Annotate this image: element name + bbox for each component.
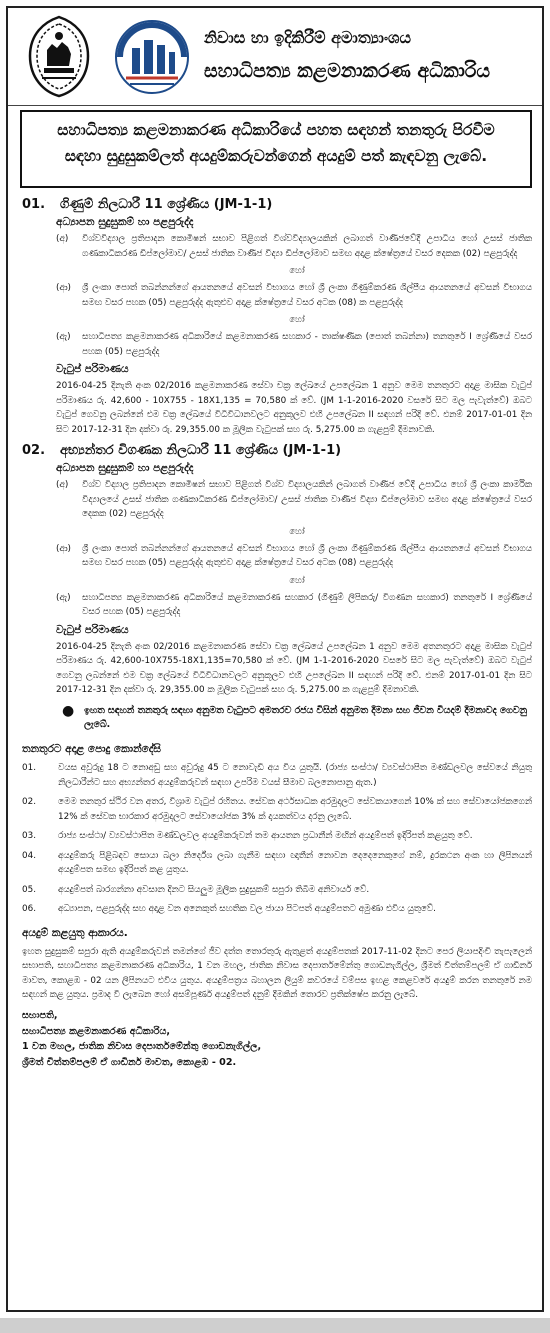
condition-text: අධ්‍යාපන, පළපුරුද්ද සහ අදාළ වන අනෙකුත් සහතික වල ජායා පිටපත් අයදුම්පතට අමුණා එවිය යුතුවේ. (58, 904, 436, 915)
bullet-icon: ● (62, 702, 75, 719)
item-text: ශ්‍රී ලංකා පොත් තබන්නන්ගේ ආයතනයේ අවසන් විභාගය හෝ ශ්‍රී ලංකා ගිණුම්කරණ ශිල්පීය ආයතනයේ අවසන් විභාගය සමඟ වසර පහක (05) පළපුරුද්ද ඇතුළුව අදාළ ක්ෂේත්‍රයේ වසර අටක (08) ක පළපුරුද්ද (82, 283, 532, 308)
item-label: (ඇ) (56, 332, 71, 342)
allowance-note-text: ඉහත සඳහන් තනතුරු සඳහා අනුමත වැටුපට අමතරව රජය විසින් අනුමත දීමනා සහ ජීවන වියදම් දීමනාවද ගෙවනු ලැබේ. (84, 704, 528, 731)
signature-block (22, 1008, 532, 1071)
item-label: (ආ) (56, 283, 71, 293)
condition-text: අයදුම්පත් බාරගන්නා අවසාන දිනට සියලුම මූලික සුදුසුකම් සපුරා තිබීම අනිවාර්ය වේ. (58, 884, 370, 895)
post-number: 02. (22, 443, 46, 458)
national-emblem-icon (24, 14, 94, 100)
authority-name: සහාධිපත්‍ය කළමනාකරණ අධිකාරිය (204, 60, 491, 82)
condition-number: 06. (22, 904, 36, 915)
allowance-note (62, 704, 532, 734)
qualification-item (56, 281, 532, 310)
post-name: අභ්‍යන්තර විගණක නිලධාරී 11 ශ්‍රේණිය (JM-1-1) (60, 443, 342, 458)
qualification-item (56, 232, 532, 261)
item-label: (අ) (56, 234, 69, 244)
condition-item (22, 761, 532, 790)
qualification-item (56, 591, 532, 620)
condition-text: මෙම තනතුර ස්ථිර වන අතර, විශ්‍රාම වැටුප් රහිතය. සේවක අර්ථසාධක අරමුදලට සේවකයාගෙන් 10% ක් සහ සේවායෝජකගෙන් 12% ක් සේවක භාරකාර අරමුදලට සේවායෝජක 3% ක් දායකත්වය දරනු ලැබේ. (58, 797, 532, 822)
item-text: විශ්ව විද්‍යාල ප්‍රතිපාදන කොමිෂන් සභාව පිළිගත් විශ්ව විද්‍යාලයකින් ලබාගත් වාණිජ වේදී උපාධිය හෝ ශ්‍රී ලංකා කාර්මික විද්‍යාලයේ උසස් ජාතික ගණකාධිකරණ ඩිප්ලෝමාව/ උසස් ජාතික වාණිජ විද්‍යා ඩිප්ලෝමාව සමඟ අදාළ ක්ෂේත්‍රයේ වසර දෙකක (02) පළපුරුද්ද (82, 480, 532, 519)
or-separator: හෝ (289, 266, 305, 276)
item-label: (ඇ) (56, 592, 71, 603)
post-name: ගිණුම් නිලධාරී 11 ශ්‍රේණිය (JM-1-1) (60, 197, 273, 212)
salary-heading: වැටුප් පරිමාණය (56, 623, 129, 636)
condition-text: වයස අවුරුදු 18 ට නොඅඩු සහ අවුරුදු 45 ට නොවැඩි අය විය යුතුයි. (රාජ්‍ය සංස්ථා/ ව්‍යවස්ථාපිත මණ්ඩලවල සේවයේ නියුතු නිලධාරීන්ට සහ අභ්‍යන්තර අයදුම්කරුවන් සඳහා උපරිම වයස් සීමාව බලනොපානු ඇත.) (58, 763, 532, 788)
headline-line-2: සඳහා සුදුසුකම්ලත් අයදුම්කරුවන්ගෙන් අයදුම් පත් කැඳවනු ලැබේ. (64, 146, 488, 165)
item-label: (ආ) (56, 543, 71, 554)
ministry-name: නිවාස හා ඉදිකිරීම් අමාත්‍යාංශය (204, 28, 411, 47)
qualification-item (56, 330, 532, 359)
condition-item (22, 829, 532, 844)
item-text: සහාධිපත්‍ය කළමනාකරණ අධිකාරියේ කළමනාකරණ සහකාර - තාක්ෂණික (පොත් තබන්නා) තනතුරේ I ශ්‍රේණියේ වසර පහක (05) පළපුරුද්ද (82, 332, 532, 357)
condition-number: 01. (22, 763, 36, 774)
item-label: (අ) (56, 480, 69, 490)
signature-line: සහාධිපත්‍ය කළමනාකරණ අධිකාරිය, (22, 1025, 171, 1037)
salary-text: 2016-04-25 දිනැති අංක 02/2016 කළමනාකරණ සේවා චක්‍ර ලේඛයේ උපලේඛන 1 අනුව මෙම අතනතුරට අදාළ මාසික වැටුප් පරිමාණය රු. 42,600-10X755-18X1,135=70,580 ක් වේ. (JM 1-1-2016-2020 වසරේ සිට මල පැවැත්වේ) ඔබට වැටුප් ගෙවනු ලබන්නේ එම චක්‍ර ලේඛයේ විධිවිධානවලට අනුකූලව එහි උපලේඛන II සඳහන් පරිදි වේ. එනම් 2017-01-01 දින සිට 2017-12-31 දින දක්වා රු. 29,355.00 ක මූලික වැටුපක් සහ රු. 5,275.00 ක ගැළපුම් දීමනාවකි. (56, 641, 532, 695)
qualification-item (56, 478, 532, 522)
condition-number: 04. (22, 850, 36, 861)
condition-item (22, 883, 532, 898)
apply-text: ඉහත සුදුසුකම් සපුරා ඇති අයදුම්කරුවන් තමන්ගේ ජීව දත්ත තොරතුරු ඇතුළත් අයදුම්පතක් 2017-11-02 දිනට පෙර ලියාපදිංචි තැපැලෙන් සභාපති, සහාධිපත්‍ය කළමනාකරණ අධිකාරිය, 1 වන මහල, ජාතික නිවාස දෙපාර්තමේන්තු ගොඩනැගිල්ල, ශ්‍රීමත් චිත්තම්පලම් ඒ ගාඩිනර් මාවත, කොළඹ - 02 යන ලිපිනයට එවිය යුතුය. අයදුම්පත්‍රය බහාලන ලියුම් කවරයේ වම්පස ඉහළ කෙළවරේ අයදුම් කරන තනතුරේ නම සඳහන් කළ යුතුය. ප්‍රමාද වී ලැබෙන හෝ අසම්පූර්ණ අයදුම්පත් දනුම් දීමකින් තොරව ප්‍රතික්ෂේප කරනු ලැබේ. (22, 946, 532, 1001)
advertisement-frame (6, 6, 544, 1312)
apply-heading: අයදුම් කළයුතු ආකාරය. (22, 926, 128, 939)
item-text: සහාධිපත්‍ය කළමනාකරණ අධිකාරියේ කළමනාකරණ සහකාර (ගිණුම් ලිපිකරු/ විගණන සහකාර) තනතුරේ I ශ්‍රේණියේ වසර පහක (05) පළපුරුද්ද (82, 592, 532, 617)
signature-line: ශ්‍රීමත් චිත්තම්පලම් ඒ ගාඩිනර් මාවත, කොළඹ - 02. (22, 1057, 237, 1069)
condition-item (22, 902, 532, 917)
item-text: විශ්වවිද්‍යාල ප්‍රතිපාදන කොමිෂන් සභාව පිළිගත් විශ්වවිද්‍යාලයකින් ලබාගත් වාණිජවේදී උපාධිය හෝ උසස් ජාතික ගණකාධිකරණ ඩිප්ලෝමාව/ උසස් ජාතික වාණිජ විද්‍යා ඩිප්ලෝමාව සමඟ අදාළ ක්ෂේත්‍රයේ වසර දෙකක (02) පළපුරුද්ද (82, 234, 532, 259)
post-title (22, 197, 532, 212)
authority-logo-icon (108, 18, 196, 96)
condition-item (22, 849, 532, 878)
condition-number: 03. (22, 831, 36, 842)
condition-number: 02. (22, 797, 36, 808)
headline-banner (20, 110, 532, 188)
condition-text: රාජ්‍ය සංස්ථා/ ව්‍යවස්ථාපිත මණ්ඩලවල අයදුම්කරුවන් තම ආයතන ප්‍රධානීන් මඟින් අයදුම්පත් ඉදිරිපත් කළයුතු වේ. (58, 831, 473, 842)
post-title (22, 443, 532, 458)
condition-item (22, 795, 532, 824)
condition-number: 05. (22, 884, 36, 895)
qualification-heading: අධ්‍යාපන සුදුසුකම් හා පළපුරුද්ද (56, 216, 194, 228)
salary-heading: වැටුප් පරිමාණය (56, 363, 129, 375)
or-separator: හෝ (289, 315, 305, 325)
footer-bar (0, 1318, 550, 1333)
header (8, 8, 542, 106)
condition-text: අයදුම්කරු පිළිබඳව සොයා බලා නිර්දේශ ලබා ගැනීම සඳහා ඥාතීන් නොවන දෙදෙනෙකුගේ නම්, දුරකථන අංක හා ලිපිනයන් අයදුම්පත සමඟ ඉදිරිපත් කළ යුතුය. (58, 850, 532, 876)
or-separator: හෝ (289, 575, 305, 586)
post-number: 01. (22, 197, 46, 212)
qualification-item (56, 542, 532, 571)
signature-line: සභාපති, (22, 1009, 58, 1021)
headline-line-1: සහාධිපත්‍ය කළමනාකරණ අධිකාරියේ පහත සඳහන් තනතුරු පිරවීම (57, 121, 495, 139)
salary-text: 2016-04-25 දිනැති අංක 02/2016 කළමනාකරණ සේවා චක්‍ර ලේඛයේ උපලේඛන 1 අනුව මෙම තනතුරට අදාළ මාසික වැටුප් පරිමාණය රු. 42,600 - 10X755 - 18X1,135 = 70,580 ක් වේ. (JM 1-1-2016-2020 වසරේ සිට මල පැවැත්වේ) ඔබට වැටුප් ගෙවනු ලබන්නේ එම චක්‍ර ලේඛයේ විධිවිධානවලට අනුකූලව එහි උපලේඛන II සඳහන් පරිදි වේ. එනම් 2017-01-01 දින සිට 2017-12-31 දින දක්වා රු. 29,355.00 ක මූලික වැටුපක් සහ රු. 5,275.00 ක ගැළපුම් දීමනාවකි. (56, 381, 532, 435)
content (22, 194, 532, 1310)
qualification-heading: අධ්‍යාපන සුදුසුකම් හා පළපුරුද්ද (56, 462, 194, 474)
item-text: ශ්‍රී ලංකා පොත් තබන්නන්ගේ ආයතනයේ අවසන් විභාගය හෝ ශ්‍රී ලංකා ගිණුම්කරණ ශිල්පීය ආයතනයේ අවසන් විභාගය සමඟ වසර පහක (05) පළපුරුද්ද ඇතුළුව අදාළ ක්ෂේත්‍රයේ වසර අටක (08) පළපුරුද්ද (82, 543, 532, 568)
signature-line: 1 වන මහල, ජාතික නිවාස දෙපාර්තමේන්තු ගොඩනැගිල්ල, (22, 1041, 262, 1053)
conditions-heading: තනතුරට අදාළ පොදු කොන්දේසි (22, 743, 161, 756)
or-separator: හෝ (289, 526, 305, 537)
